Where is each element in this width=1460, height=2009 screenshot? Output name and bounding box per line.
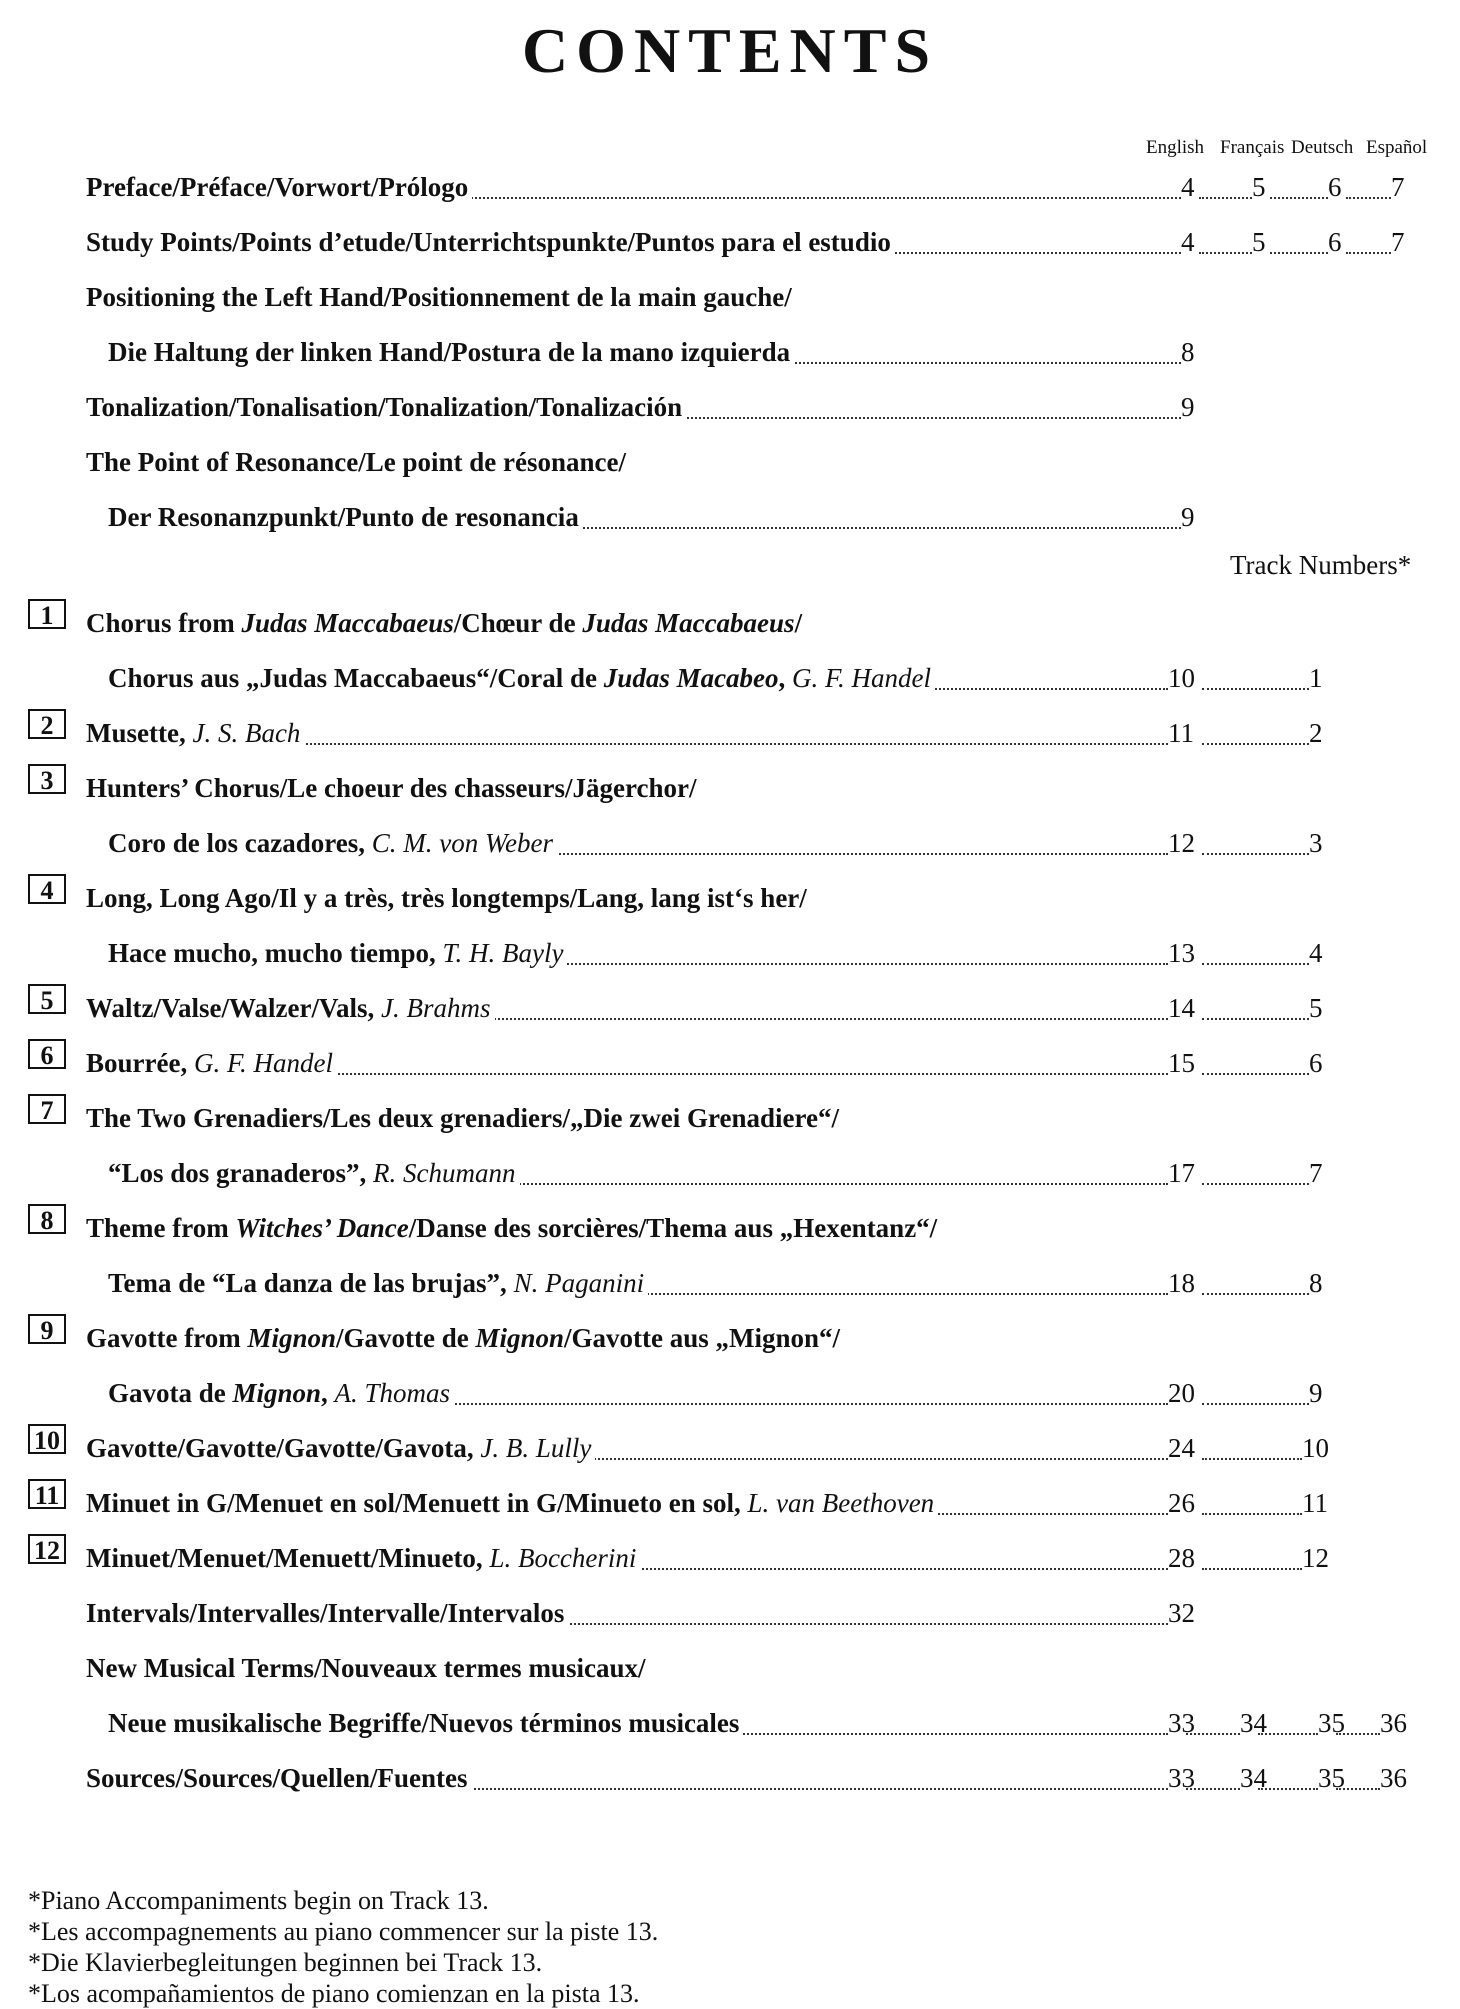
footnote: *Los acompañamientos de piano comienzan en la pista 13. xyxy=(28,1979,640,2008)
toc-line xyxy=(0,1318,1460,1358)
page-number: 32 xyxy=(1168,1593,1195,1633)
toc-line xyxy=(0,1483,1460,1523)
toc-line xyxy=(0,1703,1460,1743)
page-number: 33 xyxy=(1168,1758,1195,1798)
page-number: 34 xyxy=(1240,1758,1267,1798)
toc-line xyxy=(0,1153,1460,1193)
page-number: 28 xyxy=(1168,1538,1195,1578)
toc-line xyxy=(0,1043,1460,1083)
toc-entry-title: Hace mucho, mucho tiempo, T. H. Bayly xyxy=(108,933,567,973)
page-title: CONTENTS xyxy=(521,15,939,86)
column-header-english: English xyxy=(1146,137,1205,158)
footnote: *Piano Accompaniments begin on Track 13. xyxy=(28,1886,489,1915)
track-number-box: 8 xyxy=(28,1204,66,1234)
composer-name: R. Schumann xyxy=(373,1158,516,1188)
footnote: *Die Klavierbegleitungen beginnen bei Track 13. xyxy=(28,1948,543,1977)
page-number: 36 xyxy=(1380,1703,1407,1743)
dot-leader xyxy=(1258,1733,1318,1735)
page-number: 5 xyxy=(1252,222,1266,262)
dot-leader xyxy=(1346,197,1391,199)
dot-leader xyxy=(1202,963,1309,965)
toc-entry-title: Coro de los cazadores, C. M. von Weber xyxy=(108,823,557,863)
toc-entry-title: Preface/Préface/Vorwort/Prólogo xyxy=(86,167,472,207)
page-number: 17 xyxy=(1168,1153,1195,1193)
toc-entry-title: Tema de “La danza de las brujas”, N. Paganini xyxy=(108,1263,648,1303)
toc-line xyxy=(0,988,1460,1028)
column-header-french: Français xyxy=(1220,137,1285,158)
composer-name: J. S. Bach xyxy=(192,718,301,748)
track-number: 10 xyxy=(1302,1428,1329,1468)
track-number-box: 9 xyxy=(28,1314,66,1344)
composer-name: J. B. Lully xyxy=(480,1433,592,1463)
page-number: 11 xyxy=(1168,713,1194,753)
page-number: 15 xyxy=(1168,1043,1195,1083)
track-number-box: 11 xyxy=(28,1479,66,1509)
column-header-spanish: Español xyxy=(1366,137,1428,158)
page-number: 8 xyxy=(1181,332,1195,372)
toc-entry-title: Hunters’ Chorus/Le choeur des chasseurs/Jägerchor/ xyxy=(86,768,700,808)
page-number: 10 xyxy=(1168,658,1195,698)
track-number-box: 10 xyxy=(28,1424,66,1454)
composer-name: J. Brahms xyxy=(381,993,491,1023)
column-header-german: Deutsch xyxy=(1291,137,1354,158)
dot-leader xyxy=(1202,1073,1309,1075)
composer-name: C. M. von Weber xyxy=(371,828,553,858)
toc-entry-title: Long, Long Ago/Il y a très, très longtemps/Lang, lang ist‘s her/ xyxy=(86,878,811,918)
track-number: 12 xyxy=(1302,1538,1329,1578)
dot-leader xyxy=(1186,1788,1240,1790)
track-number-box: 7 xyxy=(28,1094,66,1124)
page-number: 33 xyxy=(1168,1703,1195,1743)
toc-entry-title: Theme from Witches’ Dance/Danse des sorcières/Thema aus „Hexentanz“/ xyxy=(86,1208,941,1248)
toc-line xyxy=(0,1373,1460,1413)
toc-entry-title: Minuet/Menuet/Menuett/Minueto, L. Boccherini xyxy=(86,1538,640,1578)
toc-entry-title: Gavotte from Mignon/Gavotte de Mignon/Gavotte aus „Mignon“/ xyxy=(86,1318,844,1358)
page-number: 6 xyxy=(1328,167,1342,207)
toc-line xyxy=(0,823,1460,863)
page-number: 18 xyxy=(1168,1263,1195,1303)
track-number: 4 xyxy=(1309,933,1323,973)
toc-entry-title: Gavotte/Gavotte/Gavotte/Gavota, J. B. Lully xyxy=(86,1428,595,1468)
toc-line xyxy=(0,713,1460,753)
page-number: 26 xyxy=(1168,1483,1195,1523)
dot-leader xyxy=(1202,688,1309,690)
track-number: 9 xyxy=(1309,1373,1323,1413)
toc-line xyxy=(0,1538,1460,1578)
toc-entry-title: Minuet in G/Menuet en sol/Menuett in G/Minueto en sol, L. van Beethoven xyxy=(86,1483,938,1523)
page-number: 9 xyxy=(1181,387,1195,427)
composer-name: G. F. Handel xyxy=(792,663,932,693)
page-number: 4 xyxy=(1181,167,1195,207)
dot-leader xyxy=(1202,1183,1309,1185)
page-number: 7 xyxy=(1391,222,1405,262)
toc-entry-title: Der Resonanzpunkt/Punto de resonancia xyxy=(108,497,583,537)
page-number: 5 xyxy=(1252,167,1266,207)
toc-line xyxy=(0,603,1460,643)
track-number-box: 6 xyxy=(28,1039,66,1069)
toc-entry-title: Die Haltung der linken Hand/Postura de la mano izquierda xyxy=(108,332,794,372)
page-number: 34 xyxy=(1240,1703,1267,1743)
dot-leader xyxy=(1186,1733,1240,1735)
toc-line xyxy=(0,1428,1460,1468)
footnote: *Les accompagnements au piano commencer sur la piste 13. xyxy=(28,1917,659,1946)
track-number: 2 xyxy=(1309,713,1323,753)
toc-line xyxy=(0,277,1460,317)
toc-entry-title: The Two Grenadiers/Les deux grenadiers/„Die zwei Grenadiere“/ xyxy=(86,1098,843,1138)
toc-entry-title: Chorus aus „Judas Maccabaeus“/Coral de Judas Macabeo, G. F. Handel xyxy=(108,658,935,698)
toc-line xyxy=(0,1263,1460,1303)
composer-name: G. F. Handel xyxy=(193,1048,333,1078)
dot-leader xyxy=(1202,1293,1309,1295)
track-number-box: 12 xyxy=(28,1534,66,1564)
toc-entry-title: Positioning the Left Hand/Positionnement de la main gauche/ xyxy=(86,277,796,317)
toc-entry-title: Study Points/Points d’etude/Unterrichtspunkte/Puntos para el estudio xyxy=(86,222,895,262)
toc-line xyxy=(0,387,1460,427)
toc-line xyxy=(0,768,1460,808)
track-number: 7 xyxy=(1309,1153,1323,1193)
composer-name: L. Boccherini xyxy=(489,1543,637,1573)
toc-entry-title: Intervals/Intervalles/Intervalle/Intervalos xyxy=(86,1593,568,1633)
page-number: 9 xyxy=(1181,497,1195,537)
dot-leader xyxy=(1270,252,1328,254)
page-number: 13 xyxy=(1168,933,1195,973)
page-number: 24 xyxy=(1168,1428,1195,1468)
toc-line xyxy=(0,442,1460,482)
toc-line xyxy=(0,933,1460,973)
track-number: 5 xyxy=(1309,988,1323,1028)
page-number: 20 xyxy=(1168,1373,1195,1413)
composer-name: A. Thomas xyxy=(334,1378,451,1408)
toc-line xyxy=(0,332,1460,372)
toc-entry-title: Sources/Sources/Quellen/Fuentes xyxy=(86,1758,472,1798)
page-number: 36 xyxy=(1380,1758,1407,1798)
dot-leader xyxy=(1336,1788,1380,1790)
toc-line xyxy=(0,878,1460,918)
track-number: 1 xyxy=(1309,658,1323,698)
dot-leader xyxy=(1202,1018,1309,1020)
toc-line xyxy=(0,1098,1460,1138)
toc-entry-title: Musette, J. S. Bach xyxy=(86,713,304,753)
track-number: 3 xyxy=(1309,823,1323,863)
dot-leader xyxy=(1202,1568,1302,1570)
dot-leader xyxy=(1199,197,1252,199)
dot-leader xyxy=(1202,1458,1302,1460)
toc-entry-title: Waltz/Valse/Walzer/Vals, J. Brahms xyxy=(86,988,495,1028)
track-number-box: 4 xyxy=(28,874,66,904)
page-number: 14 xyxy=(1168,988,1195,1028)
composer-name: L. van Beethoven xyxy=(747,1488,935,1518)
track-numbers-header: Track Numbers* xyxy=(1230,550,1412,580)
toc-line xyxy=(0,1208,1460,1248)
toc-entry-title: Gavota de Mignon, A. Thomas xyxy=(108,1373,454,1413)
toc-entry-title: “Los dos granaderos”, R. Schumann xyxy=(108,1153,520,1193)
dot-leader xyxy=(1346,252,1391,254)
track-number-box: 1 xyxy=(28,599,66,629)
toc-line xyxy=(0,1648,1460,1688)
page-number: 4 xyxy=(1181,222,1195,262)
page-number: 7 xyxy=(1391,167,1405,207)
track-number-box: 3 xyxy=(28,764,66,794)
dot-leader xyxy=(1202,743,1309,745)
track-number-box: 2 xyxy=(28,709,66,739)
toc-line xyxy=(0,497,1460,537)
track-number: 8 xyxy=(1309,1263,1323,1303)
toc-entry-title: New Musical Terms/Nouveaux termes musicaux/ xyxy=(86,1648,649,1688)
dot-leader xyxy=(1336,1733,1380,1735)
dot-leader xyxy=(1202,1403,1309,1405)
toc-line xyxy=(0,1593,1460,1633)
composer-name: N. Paganini xyxy=(513,1268,645,1298)
track-number: 6 xyxy=(1309,1043,1323,1083)
toc-entry-title: Tonalization/Tonalisation/Tonalization/Tonalización xyxy=(86,387,686,427)
toc-line xyxy=(0,222,1460,262)
page-number: 12 xyxy=(1168,823,1195,863)
track-number: 11 xyxy=(1302,1483,1328,1523)
dot-leader xyxy=(1270,197,1328,199)
toc-line xyxy=(0,167,1460,207)
composer-name: T. H. Bayly xyxy=(442,938,564,968)
toc-line xyxy=(0,1758,1460,1798)
toc-line xyxy=(0,658,1460,698)
toc-entry-title: Neue musikalische Begriffe/Nuevos términos musicales xyxy=(108,1703,743,1743)
dot-leader xyxy=(1202,853,1309,855)
footnotes xyxy=(28,1885,658,2009)
page-number: 35 xyxy=(1318,1703,1345,1743)
toc-entry-title: Chorus from Judas Maccabaeus/Chœur de Judas Maccabaeus/ xyxy=(86,603,806,643)
toc-entry-title: The Point of Resonance/Le point de résonance/ xyxy=(86,442,630,482)
track-number-box: 5 xyxy=(28,984,66,1014)
dot-leader xyxy=(1199,252,1252,254)
page-number: 35 xyxy=(1318,1758,1345,1798)
toc-entry-title: Bourrée, G. F. Handel xyxy=(86,1043,337,1083)
page-number: 6 xyxy=(1328,222,1342,262)
dot-leader xyxy=(1202,1513,1302,1515)
dot-leader xyxy=(1258,1788,1318,1790)
